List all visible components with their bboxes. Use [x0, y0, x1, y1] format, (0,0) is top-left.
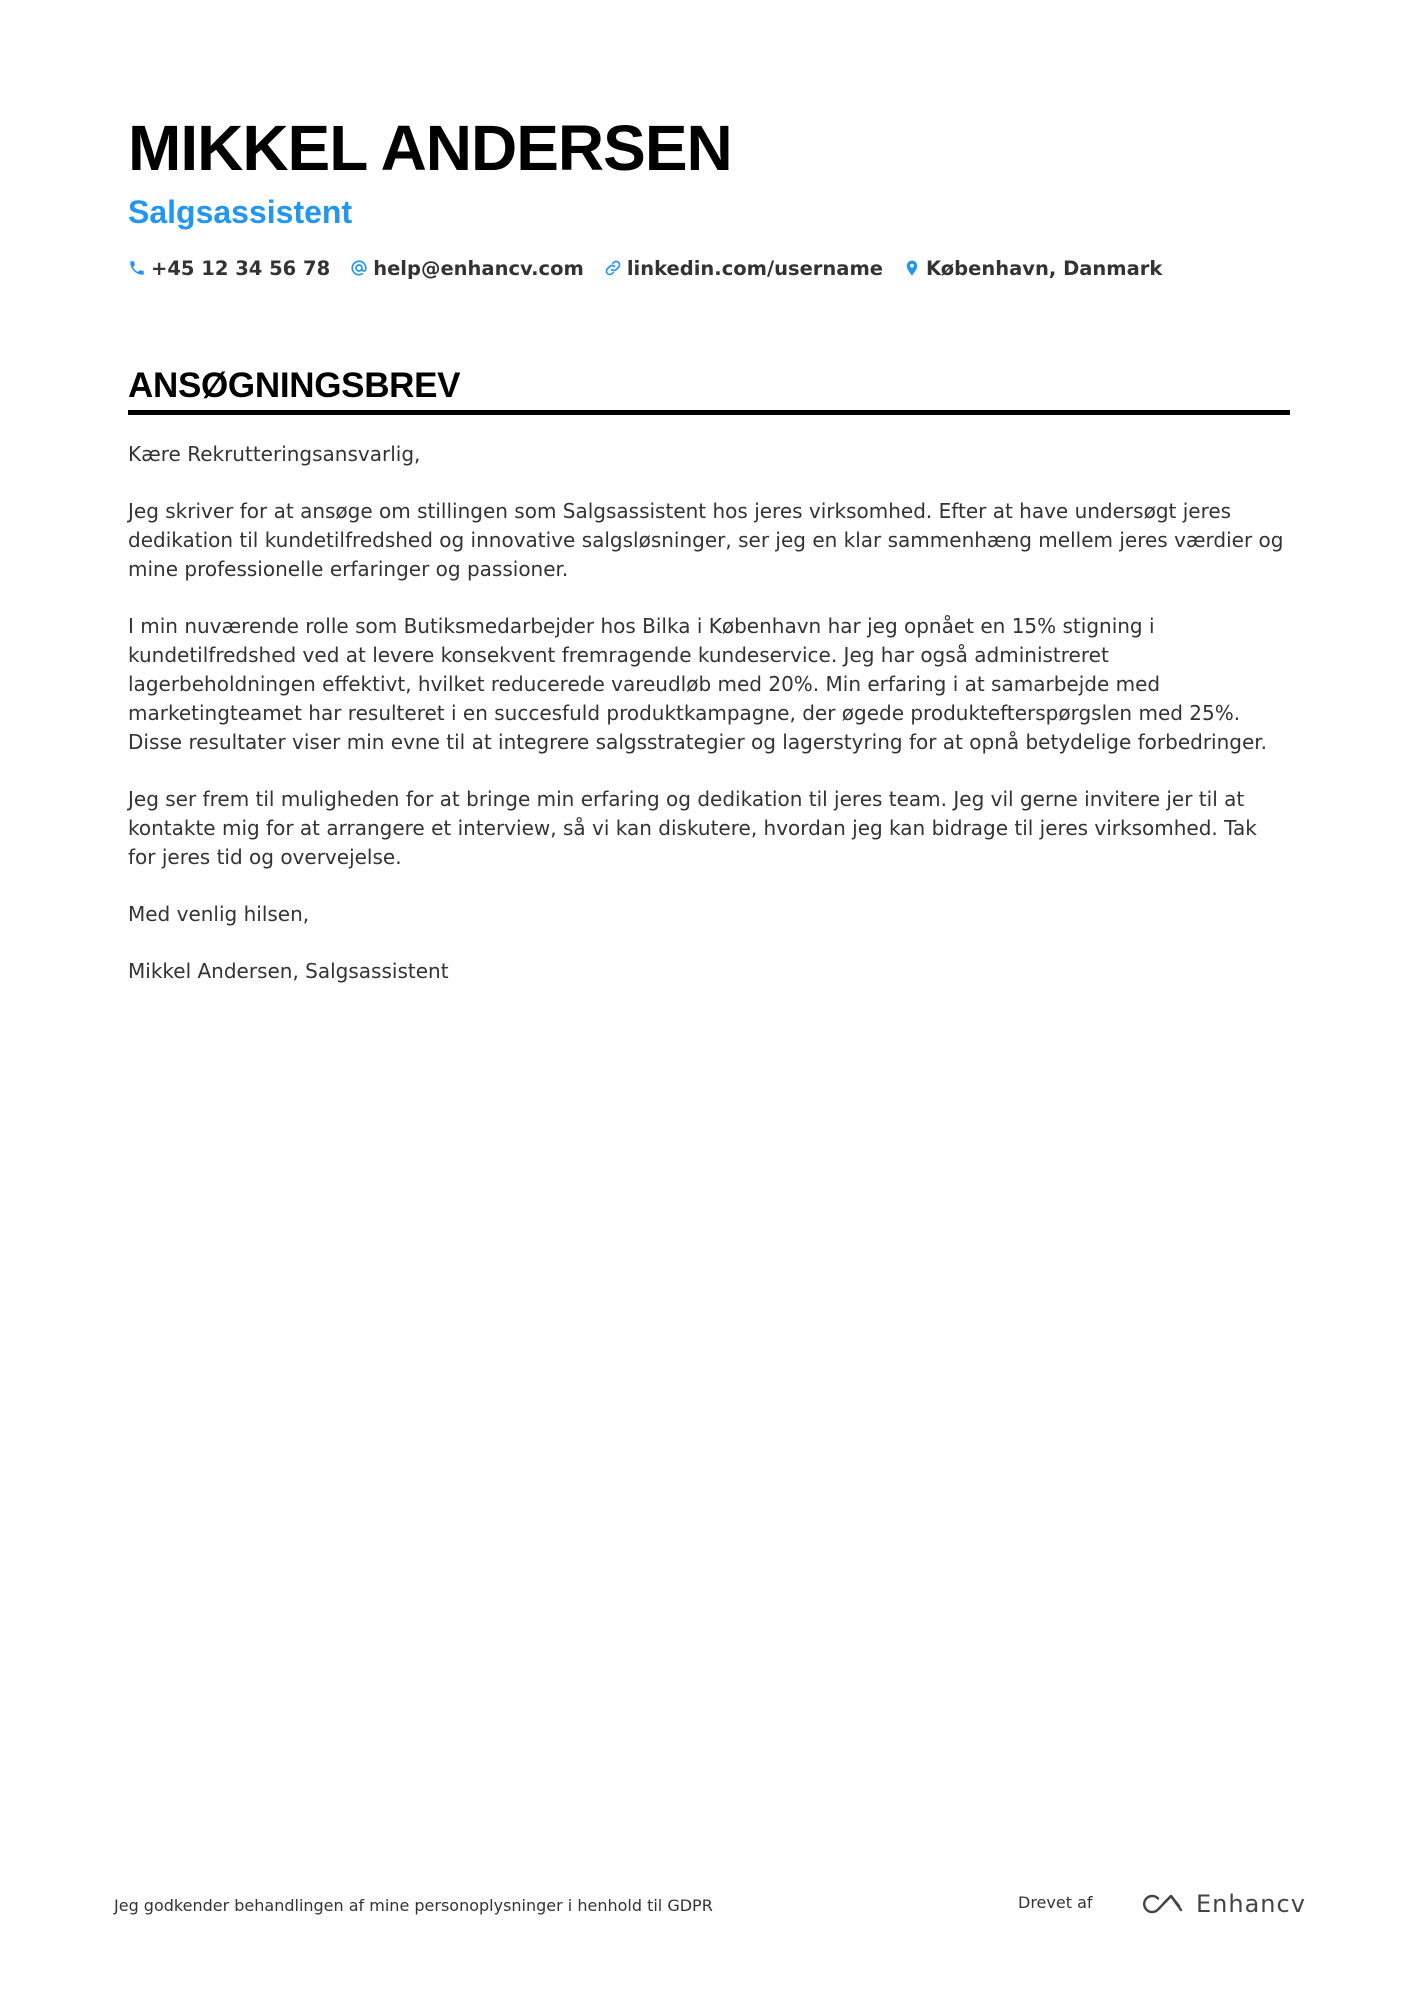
brand-logo[interactable]	[1138, 1888, 1306, 1920]
phone-icon	[128, 259, 146, 277]
letter-paragraph-3: Jeg ser frem til muligheden for at bringe min erfaring og dedikation til jeres team. Jeg vil gerne invitere jer til at kontakte mig for at arrangere et interview, så vi kan diskutere, hvordan jeg kan bidrage til jeres virksomhed. Tak for jeres tid og overvejelse.	[128, 787, 1257, 869]
salutation: Kære Rekrutteringsansvarlig,	[128, 442, 421, 466]
contact-location	[903, 257, 1162, 280]
contact-bar	[128, 252, 1182, 284]
letter-paragraph-2: I min nuværende rolle som Butiksmedarbejder hos Bilka i København har jeg opnået en 15% stigning i kundetilfredshed ved at levere konsekvent fremragende kundeservice. Jeg har også administreret lagerbeholdningen effektivt, hvilket reducerede vareudløb med 20%. Min erfaring i at samarbejde med marketingteamet har resulteret i en succesfuld produktkampagne, der øgede produktefterspørgslen med 25%. Disse resultater viser min evne til at integrere salgsstrategier og lagerstyring for at opnå betydelige forbedringer.	[128, 614, 1268, 754]
contact-location-text: København, Danmark	[926, 256, 1163, 280]
letter-body	[128, 440, 1290, 1014]
contact-email[interactable]	[350, 257, 584, 280]
link-icon	[604, 259, 622, 277]
contact-phone-text: +45 12 34 56 78	[151, 256, 331, 280]
location-pin-icon	[903, 259, 921, 277]
candidate-name: MIKKEL ANDERSEN	[128, 112, 732, 184]
powered-by-label: Drevet af	[1018, 1893, 1093, 1912]
job-title: Salgsassistent	[128, 194, 353, 230]
section-heading: ANSØGNINGSBREV	[128, 366, 461, 405]
gdpr-consent-note: Jeg godkender behandlingen af mine personoplysninger i henhold til GDPR	[114, 1896, 713, 1915]
brand-name: Enhancv	[1196, 1890, 1306, 1918]
letter-paragraph-1: Jeg skriver for at ansøge om stillingen som Salgsassistent hos jeres virksomhed. Efter at have undersøgt jeres dedikation til kundetilfredshed og innovative salgsløsninger, ser jeg en klar sammenhæng mellem jeres værdier og mine professionelle erfaringer og passioner.	[128, 499, 1284, 581]
section-divider	[128, 410, 1290, 415]
signature: Mikkel Andersen, Salgsassistent	[128, 959, 449, 983]
contact-linkedin-text: linkedin.com/username	[626, 256, 884, 280]
enhancv-logo-icon	[1138, 1891, 1186, 1917]
contact-phone[interactable]	[128, 257, 330, 280]
contact-email-text: help@enhancv.com	[373, 256, 584, 280]
contact-linkedin[interactable]	[604, 257, 883, 280]
at-icon	[350, 259, 368, 277]
closing: Med venlig hilsen,	[128, 902, 310, 926]
